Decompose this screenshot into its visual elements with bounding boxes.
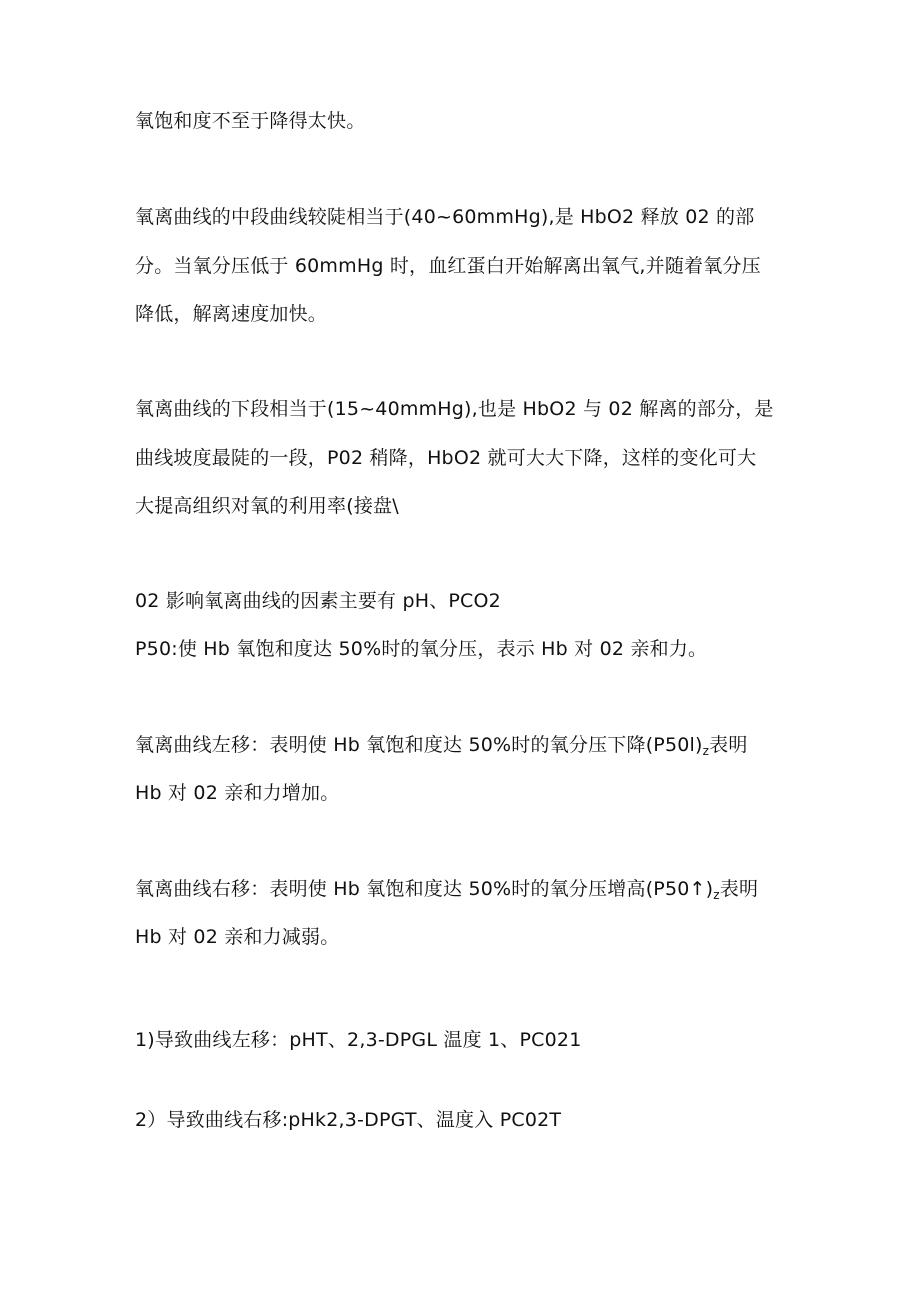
- text-line: 氧饱和度不至于降得太快。: [135, 110, 366, 132]
- text-line: 大提高组织对氧的利用率(接盘\: [135, 495, 399, 517]
- text-segment: 氧离曲线右移：表明使 Hb 氧饱和度达 50%时的氧分压增高(P50↑): [135, 878, 714, 900]
- text-line: P50:使 Hb 氧饱和度达 50%时的氧分压，表示 Hb 对 02 亲和力。: [135, 638, 708, 660]
- text-line: 氧离曲线的中段曲线较陡相当于(40~60mmHg),是 HbO2 释放 02 的部: [135, 206, 755, 228]
- text-line: 氧离曲线的下段相当于(15~40mmHg),也是 HbO2 与 02 解离的部分，是: [135, 398, 774, 420]
- text-line: [135, 877, 795, 907]
- text-line: [135, 733, 795, 763]
- text-line: Hb 对 02 亲和力增加。: [135, 782, 340, 804]
- text-segment: 氧离曲线左移：表明使 Hb 氧饱和度达 50%时的氧分压下降(P50l): [135, 734, 703, 756]
- subscript-text: z: [702, 744, 710, 758]
- text-segment: 表明: [719, 878, 759, 900]
- text-segment: 表明: [709, 734, 748, 756]
- subscript-text: z: [713, 888, 720, 902]
- text-line: 2）导致曲线右移:pHk2,3-DPGT、温度入 PC02T: [135, 1109, 562, 1131]
- text-line: 1)导致曲线左移：pHT、2,3-DPGL 温度 1、PC021: [135, 1029, 582, 1051]
- text-line: Hb 对 02 亲和力减弱。: [135, 926, 340, 948]
- text-line: 02 影响氧离曲线的因素主要有 pH、PCO2: [135, 590, 501, 612]
- text-line: 分。当氧分压低于 60mmHg 时，血红蛋白开始解离出氧气,并随着氧分压: [135, 255, 761, 277]
- text-line: 降低，解离速度加快。: [135, 303, 328, 325]
- text-line: 曲线坡度最陡的一段，P02 稍降，HbO2 就可大大下降，这样的变化可大: [135, 447, 757, 469]
